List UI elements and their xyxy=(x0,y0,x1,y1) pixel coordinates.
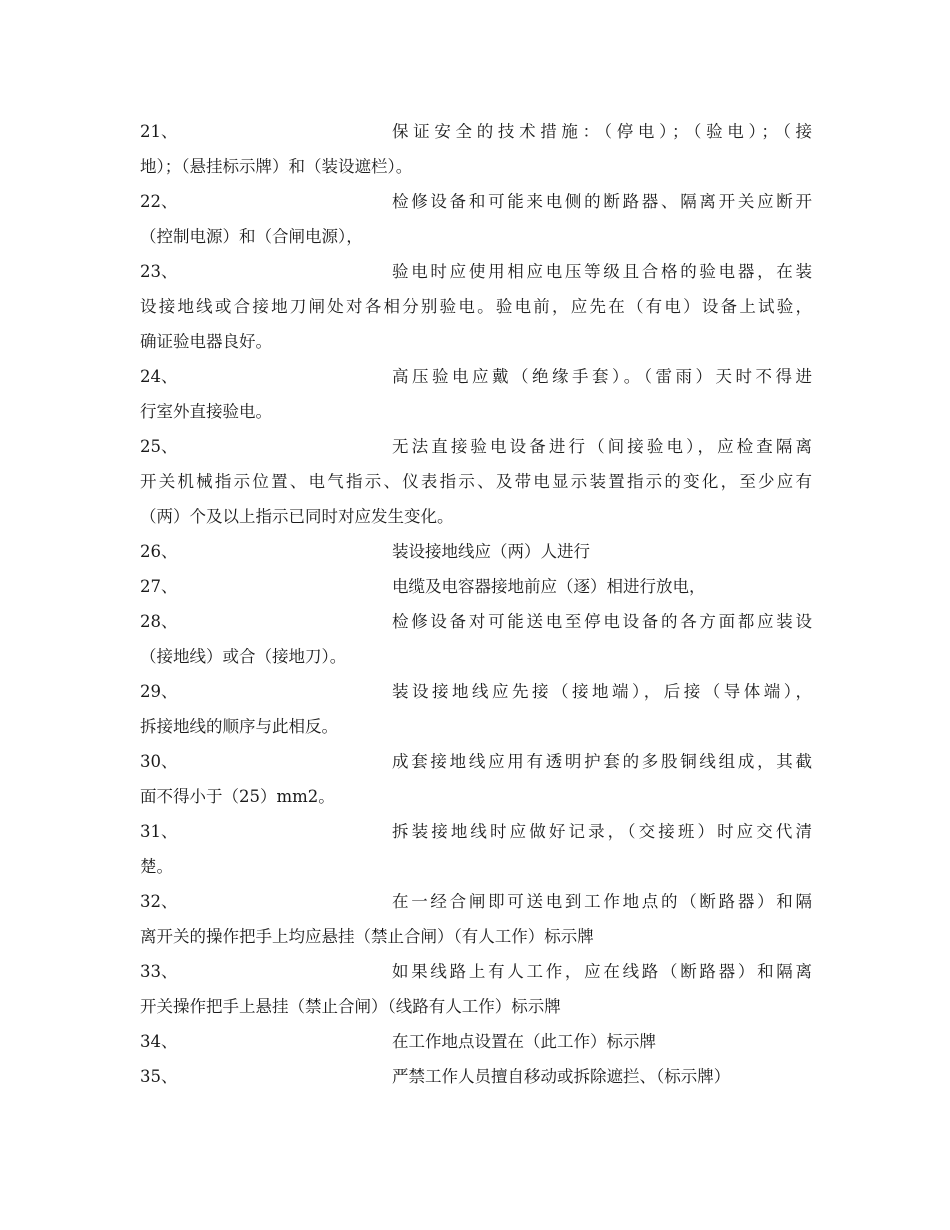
list-item-23-continued xyxy=(140,324,812,359)
item-text: 行室外直接验电。 xyxy=(140,402,272,421)
item-number: 28、 xyxy=(140,612,178,631)
list-item-32-continued xyxy=(140,919,812,954)
item-number: 23、 xyxy=(140,262,178,281)
list-item-21-continued xyxy=(140,149,812,184)
item-text: 拆装接地线时应做好记录，（交接班）时应交代清 xyxy=(392,822,812,841)
item-number: 35、 xyxy=(140,1067,178,1086)
item-number: 26、 xyxy=(140,542,178,561)
list-item-22-continued xyxy=(140,219,812,254)
item-text: 开关操作把手上悬挂（禁止合闸）（线路有人工作）标示牌 xyxy=(140,997,561,1016)
list-item-32 xyxy=(140,884,812,919)
item-text: （两）个及以上指示已同时对应发生变化。 xyxy=(140,507,454,526)
item-number: 25、 xyxy=(140,437,178,456)
item-text: 离开关的操作把手上均应悬挂（禁止合闸）（有人工作）标示牌 xyxy=(140,927,594,946)
item-text: 确证验电器良好。 xyxy=(140,332,272,351)
item-text: 楚。 xyxy=(140,857,173,876)
item-number: 24、 xyxy=(140,367,178,386)
item-text: 在一经合闸即可送电到工作地点的（断路器）和隔 xyxy=(392,892,812,911)
list-item-31 xyxy=(140,814,812,849)
item-text: 拆接地线的顺序与此相反。 xyxy=(140,717,338,736)
document-body xyxy=(140,114,812,1094)
list-item-29-continued xyxy=(140,709,812,744)
item-number: 30、 xyxy=(140,752,178,771)
list-item-31-continued xyxy=(140,849,812,884)
item-number: 31、 xyxy=(140,822,178,841)
item-text: 高压验电应戴（绝缘手套）。（雷雨）天时不得进 xyxy=(392,367,812,386)
item-text: 检修设备对可能送电至停电设备的各方面都应装设 xyxy=(392,612,812,631)
list-item-25-continued xyxy=(140,499,812,534)
list-item-34 xyxy=(140,1024,812,1059)
list-item-23 xyxy=(140,254,812,289)
item-number: 22、 xyxy=(140,192,178,211)
item-text: 电缆及电容器接地前应（逐）相进行放电， xyxy=(392,577,706,596)
list-item-22 xyxy=(140,184,812,219)
item-text: 面不得小于（25）mm2。 xyxy=(140,787,335,806)
item-text: 如果线路上有人工作，应在线路（断路器）和隔离 xyxy=(392,962,812,981)
item-text: 在工作地点设置在（此工作）标示牌 xyxy=(392,1032,656,1051)
item-number: 29、 xyxy=(140,682,178,701)
list-item-28 xyxy=(140,604,812,639)
item-text: 装设接地线应先接（接地端），后接（导体端）， xyxy=(392,682,812,701)
item-text: 保证安全的技术措施：（停电）；（验电）；（接 xyxy=(392,122,812,141)
list-item-24-continued xyxy=(140,394,812,429)
item-text: 成套接地线应用有透明护套的多股铜线组成，其截 xyxy=(392,752,812,771)
list-item-29 xyxy=(140,674,812,709)
list-item-21 xyxy=(140,114,812,149)
list-item-30-continued xyxy=(140,779,812,814)
list-item-30 xyxy=(140,744,812,779)
list-item-23-continued xyxy=(140,289,812,324)
item-number: 32、 xyxy=(140,892,178,911)
item-number: 33、 xyxy=(140,962,178,981)
item-text: 设接地线或合接地刀闸处对各相分别验电。验电前，应先在（有电）设备上试验， xyxy=(140,297,812,316)
item-number: 27、 xyxy=(140,577,178,596)
list-item-35 xyxy=(140,1059,812,1094)
list-item-28-continued xyxy=(140,639,812,674)
item-text: 验电时应使用相应电压等级且合格的验电器，在装 xyxy=(392,262,812,281)
list-item-25-continued xyxy=(140,464,812,499)
list-item-24 xyxy=(140,359,812,394)
list-item-27 xyxy=(140,569,812,604)
item-text: 严禁工作人员擅自移动或拆除遮拦、（标示牌） xyxy=(392,1067,731,1086)
list-item-33 xyxy=(140,954,812,989)
item-number: 21、 xyxy=(140,122,178,141)
list-item-26 xyxy=(140,534,812,569)
list-item-33-continued xyxy=(140,989,812,1024)
item-text: 开关机械指示位置、电气指示、仪表指示、及带电显示装置指示的变化，至少应有 xyxy=(140,472,812,491)
list-item-25 xyxy=(140,429,812,464)
item-text: 装设接地线应（两）人进行 xyxy=(392,542,590,561)
item-text: （接地线）或合（接地刀）。 xyxy=(140,647,347,666)
item-text: 检修设备和可能来电侧的断路器、隔离开关应断开 xyxy=(392,192,812,211)
item-text: 地）；（悬挂标示牌）和（装设遮栏）。 xyxy=(140,157,413,176)
item-text: 无法直接验电设备进行（间接验电），应检查隔离 xyxy=(392,437,812,456)
item-number: 34、 xyxy=(140,1032,178,1051)
item-text: （控制电源）和（合闸电源）， xyxy=(140,227,363,246)
